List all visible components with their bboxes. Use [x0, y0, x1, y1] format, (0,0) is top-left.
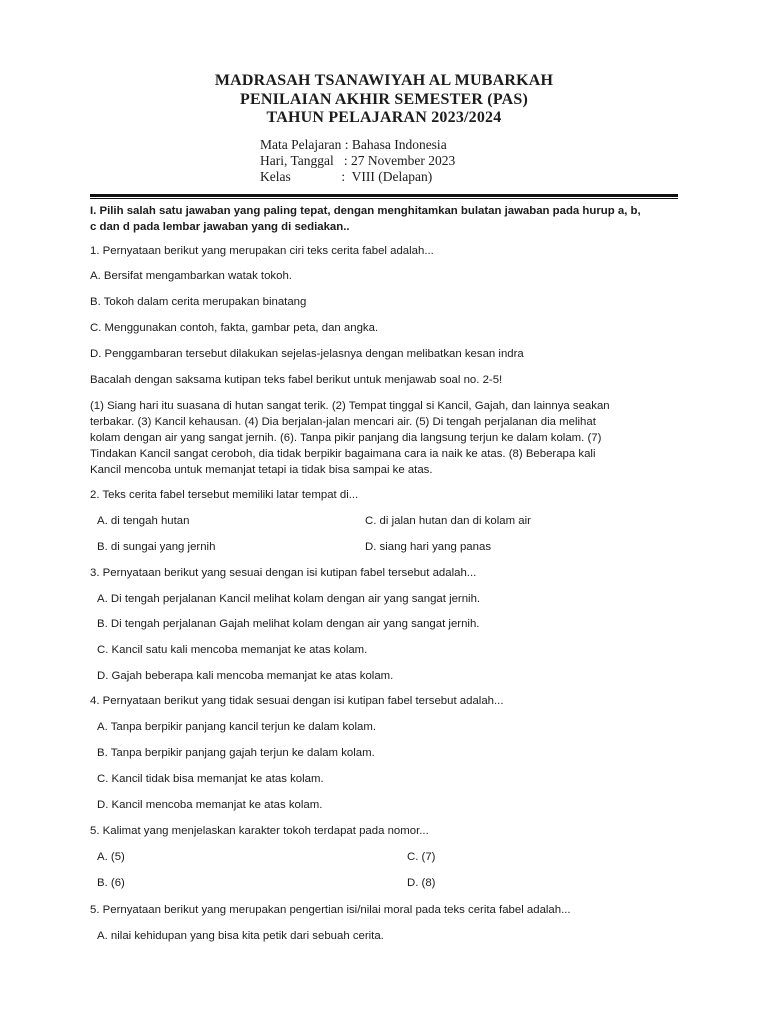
q3-option-c: C. Kancil satu kali mencoba memanjat ke atas kolam.	[97, 644, 368, 656]
passage-line: (1) Siang hari itu suasana di hutan sangat terik. (2) Tempat tinggal si Kancil, Gajah, dan lainnya seakan	[90, 400, 610, 412]
question-2: 2. Teks cerita fabel tersebut memiliki latar tempat di...	[90, 489, 359, 501]
question-6: 5. Pernyataan berikut yang merupakan pengertian isi/nilai moral pada teks cerita fabel adalah...	[90, 904, 571, 916]
school-name: MADRASAH TSANAWIYAH AL MUBARKAH	[214, 72, 554, 89]
q1-option-b: B. Tokoh dalam cerita merupakan binatang	[90, 296, 307, 308]
q2-option-a: A. di tengah hutan	[97, 515, 190, 527]
q5-option-b: B. (6)	[97, 877, 125, 889]
passage-line: Tindakan Kancil sangat ceroboh, dia tidak berpikir bagaimana cara ia naik ke atas. (8) Beberapa kali	[90, 448, 596, 460]
q4-option-b: B. Tanpa berpikir panjang gajah terjun ke dalam kolam.	[97, 747, 375, 759]
instructions-line-1: I. Pilih salah satu jawaban yang paling tepat, dengan menghitamkan bulatan jawaban pada hurup a, b,	[90, 205, 641, 217]
q3-option-a: A. Di tengah perjalanan Kancil melihat kolam dengan air yang sangat jernih.	[97, 593, 481, 605]
q2-option-d: D. siang hari yang panas	[365, 541, 492, 553]
q1-option-d: D. Penggambaran tersebut dilakukan sejelas-jelasnya dengan melibatkan kesan indra	[90, 348, 524, 360]
q4-option-d: D. Kancil mencoba memanjat ke atas kolam.	[97, 799, 323, 811]
q4-option-c: C. Kancil tidak bisa memanjat ke atas kolam.	[97, 773, 324, 785]
q2-option-b: B. di sungai yang jernih	[97, 541, 216, 553]
question-1: 1. Pernyataan berikut yang merupakan ciri teks cerita fabel adalah...	[90, 245, 434, 257]
q5-option-d: D. (8)	[407, 877, 436, 889]
q4-option-a: A. Tanpa berpikir panjang kancil terjun ke dalam kolam.	[97, 721, 377, 733]
class-line: Kelas : VIII (Delapan)	[260, 169, 433, 184]
passage-intro: Bacalah dengan saksama kutipan teks fabel berikut untuk menjawab soal no. 2-5!	[90, 374, 503, 386]
q5-option-a: A. (5)	[97, 851, 125, 863]
subject-line: Mata Pelajaran : Bahasa Indonesia	[260, 137, 447, 152]
date-line: Hari, Tanggal : 27 November 2023	[260, 153, 456, 168]
header-divider-thick	[90, 194, 678, 197]
q3-option-b: B. Di tengah perjalanan Gajah melihat kolam dengan air yang sangat jernih.	[97, 618, 480, 630]
exam-title: PENILAIAN AKHIR SEMESTER (PAS)	[240, 91, 528, 108]
question-5: 5. Kalimat yang menjelaskan karakter tokoh terdapat pada nomor...	[90, 825, 429, 837]
instructions-line-2: c dan d pada lembar jawaban yang di sediakan..	[90, 221, 350, 233]
q1-option-c: C. Menggunakan contoh, fakta, gambar peta, dan angka.	[90, 322, 379, 334]
q1-option-a: A. Bersifat mengambarkan watak tokoh.	[90, 270, 292, 282]
q5-option-c: C. (7)	[407, 851, 436, 863]
passage-line: kolam dengan air yang sangat jernih. (6). Tanpa pikir panjang dia langsung terjun ke dalam kolam. (7)	[90, 432, 602, 444]
passage-line: Kancil mencoba untuk memanjat tetapi ia tidak bisa sampai ke atas.	[90, 464, 433, 476]
passage-line: terbakar. (3) Kancil kehausan. (4) Dia berjalan-jalan mencari air. (5) Di tengah perjalanan dia melihat	[90, 416, 596, 428]
header-divider-thin	[90, 198, 678, 199]
academic-year: TAHUN PELAJARAN 2023/2024	[266, 109, 502, 126]
question-4: 4. Pernyataan berikut yang tidak sesuai dengan isi kutipan fabel tersebut adalah...	[90, 695, 504, 707]
q6-option-a: A. nilai kehidupan yang bisa kita petik dari sebuah cerita.	[97, 930, 384, 942]
q3-option-d: D. Gajah beberapa kali mencoba memanjat ke atas kolam.	[97, 670, 394, 682]
question-3: 3. Pernyataan berikut yang sesuai dengan isi kutipan fabel tersebut adalah...	[90, 567, 477, 579]
q2-option-c: C. di jalan hutan dan di kolam air	[365, 515, 531, 527]
